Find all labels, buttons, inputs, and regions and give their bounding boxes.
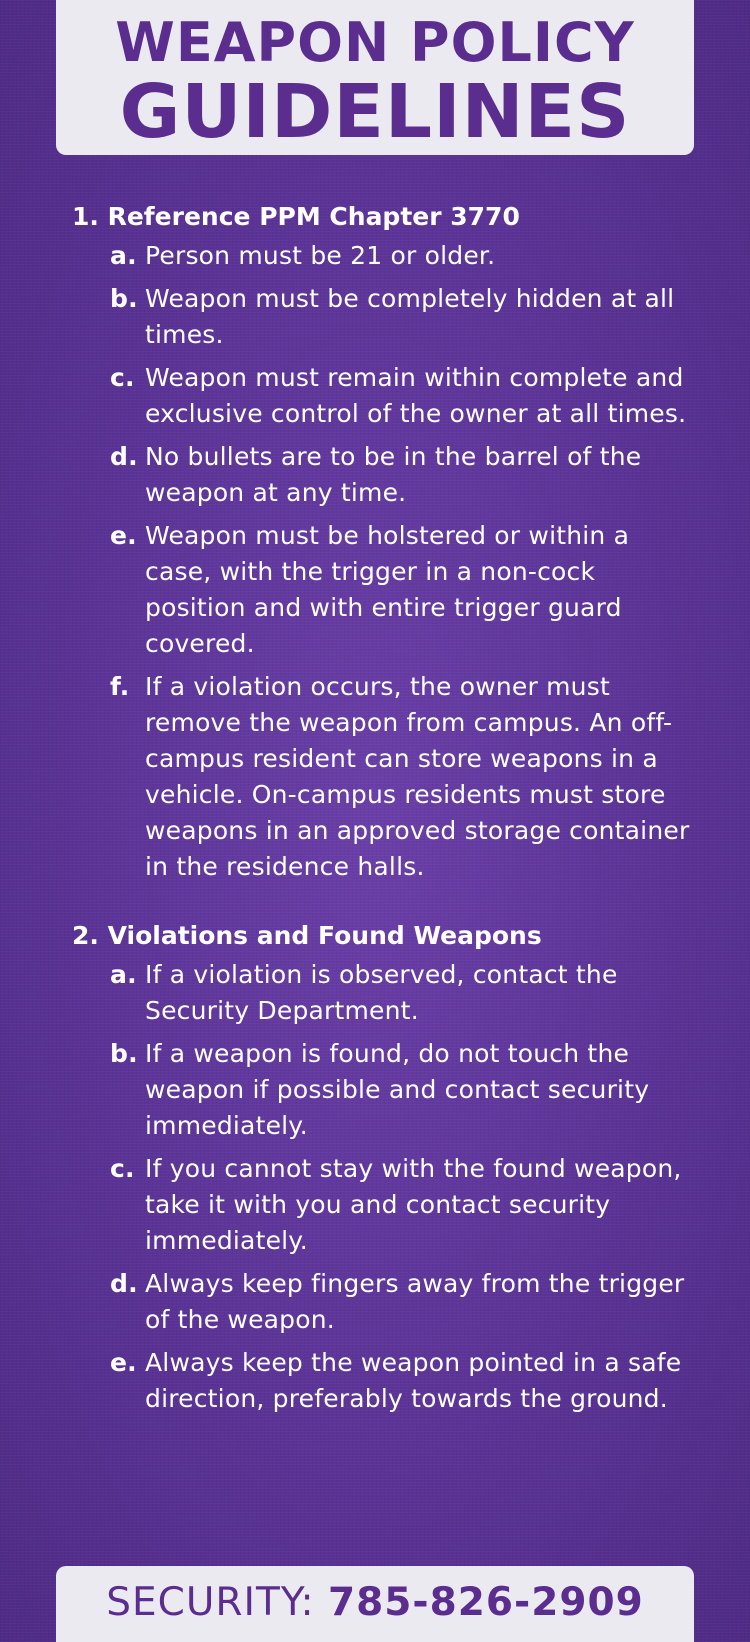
list-item <box>72 957 692 1029</box>
policy-content <box>72 200 692 1424</box>
item-text: If a violation occurs, the owner must remove the weapon from campus. An off-campus resident can store weapons in a vehicle. On-campus residents must store weapons in an approved storage container in the residence halls. <box>145 672 690 881</box>
item-letter: e. <box>110 1348 137 1377</box>
item-letter: c. <box>110 1154 135 1183</box>
section-violations <box>72 919 692 1417</box>
policy-list <box>72 238 692 885</box>
security-label: SECURITY: <box>106 1580 329 1625</box>
section-reference <box>72 200 692 885</box>
list-item <box>72 439 692 511</box>
item-letter: d. <box>110 442 138 471</box>
policy-list <box>72 957 692 1417</box>
item-letter: c. <box>110 363 135 392</box>
list-item <box>72 1036 692 1144</box>
section-heading: 2. Violations and Found Weapons <box>72 921 542 950</box>
item-letter: d. <box>110 1269 138 1298</box>
section-heading: 1. Reference PPM Chapter 3770 <box>72 202 520 231</box>
title-banner <box>56 0 694 155</box>
security-phone-number: 785-826-2909 <box>328 1580 644 1625</box>
item-text: Always keep fingers away from the trigger of the weapon. <box>145 1269 685 1334</box>
item-text: Always keep the weapon pointed in a safe direction, preferably towards the ground. <box>145 1348 682 1413</box>
security-contact-banner <box>56 1566 694 1642</box>
list-item <box>72 281 692 353</box>
item-text: Weapon must remain within complete and exclusive control of the owner at all times. <box>145 363 687 428</box>
item-letter: f. <box>110 672 130 701</box>
item-text: Person must be 21 or older. <box>145 241 496 270</box>
item-letter: a. <box>110 241 137 270</box>
list-item <box>72 1266 692 1338</box>
list-item <box>72 669 692 885</box>
item-text: No bullets are to be in the barrel of the weapon at any time. <box>145 442 642 507</box>
list-item <box>72 238 692 274</box>
item-letter: a. <box>110 960 137 989</box>
item-text: If you cannot stay with the found weapon, take it with you and contact security immediately. <box>145 1154 682 1255</box>
list-item <box>72 1151 692 1259</box>
item-text: Weapon must be completely hidden at all times. <box>145 284 675 349</box>
list-item <box>72 518 692 662</box>
item-text: If a violation is observed, contact the Security Department. <box>145 960 618 1025</box>
page-title-line1: WEAPON POLICY <box>115 11 635 74</box>
item-text: Weapon must be holstered or within a case, with the trigger in a non-cock position and with entire trigger guard covered. <box>145 521 630 658</box>
list-item <box>72 1345 692 1417</box>
list-item <box>72 360 692 432</box>
item-letter: e. <box>110 521 137 550</box>
page-title-line2: GUIDELINES <box>119 69 631 155</box>
item-text: If a weapon is found, do not touch the weapon if possible and contact security immediately. <box>145 1039 650 1140</box>
item-letter: b. <box>110 284 138 313</box>
item-letter: b. <box>110 1039 138 1068</box>
